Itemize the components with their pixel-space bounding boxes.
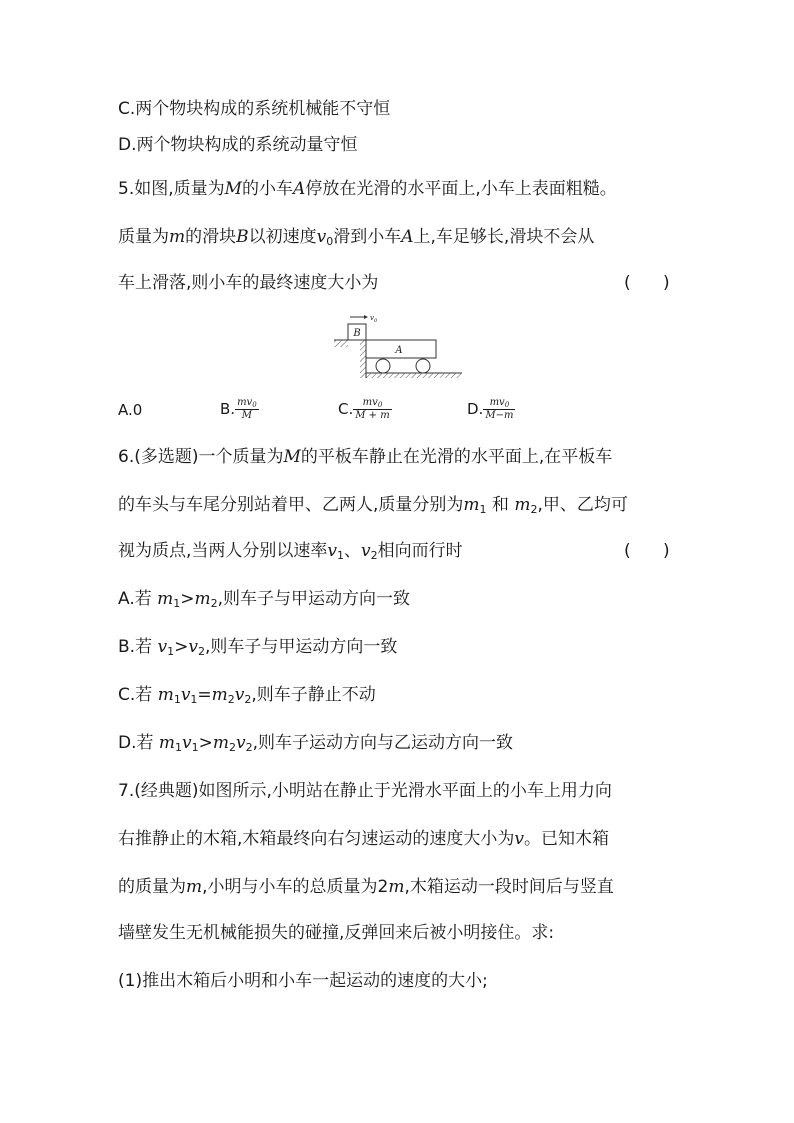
q6-option-c[interactable]: C.若 $m_1v_1=m_2v_2$,则车子静止不动 [118, 685, 376, 706]
block-b-label: B [353, 328, 361, 339]
left-platform-hatch [334, 340, 348, 347]
q5-answer-bracket: ( ) [624, 273, 670, 293]
q7-text-line4: 墙壁发生无机械能损失的碰撞,反弹回来后被小明接住。求: [118, 923, 555, 943]
q5-cart-block-diagram [330, 312, 464, 380]
q7-subquestion-1: (1)推出木箱后小明和小车一起运动的速度的大小; [118, 971, 488, 991]
option-d-prev: D.两个物块构成的系统动量守恒 [118, 135, 358, 155]
q5-option-b[interactable]: B. $\frac{mv_0}{M}$ [220, 397, 257, 421]
q5-text-line2: 质量为m的滑块B以初速度$v_0$滑到小车A上,车足够长,滑块不会从 [118, 227, 595, 248]
q7-text-line3: 的质量为m,小明与小车的总质量为2m,木箱运动一段时间后与竖直 [118, 877, 614, 897]
q6-option-d[interactable]: D.若 $m_1v_1>m_2v_2$,则车子运动方向与乙运动方向一致 [118, 733, 514, 754]
velocity-label: $v_0$ [370, 314, 378, 324]
q7-text-line1: 7.(经典题)如图所示,小明站在静止于光滑水平面上的小车上用力向 [118, 781, 612, 801]
q6-answer-bracket: ( ) [624, 541, 670, 561]
q6-text-line2: 的车头与车尾分别站着甲、乙两人,质量分别为$m_1$ 和 $m_2$,甲、乙均可 [118, 495, 628, 516]
q6-option-a[interactable]: A.若 $m_1>m_2$,则车子与甲运动方向一致 [118, 589, 411, 610]
cart-wheel-left [376, 359, 390, 373]
q5-option-c[interactable]: C. $\frac{mv_0}{M + m}$ [338, 397, 390, 421]
left-platform-wall-hatch [360, 340, 366, 378]
q6-text-line3: 视为质点,当两人分别以速率$v_1$、$v_2$相向而行时 [118, 541, 463, 562]
q6-text-line1: 6.(多选题)一个质量为M的平板车静止在光滑的水平面上,在平板车 [118, 447, 613, 467]
q7-text-line2: 右推静止的木箱,木箱最终向右匀速运动的速度大小为v。已知木箱 [118, 829, 610, 849]
q5-option-d[interactable]: D. $\frac{mv_0}{M-m}$ [467, 397, 514, 421]
q5-option-a[interactable]: A.0 [118, 401, 143, 419]
q6-option-b[interactable]: B.若 $v_1>v_2$,则车子与甲运动方向一致 [118, 637, 398, 658]
cart-wheel-right [416, 359, 430, 373]
cart-a-label: A [395, 345, 403, 356]
option-c-prev: C.两个物块构成的系统机械能不守恒 [118, 99, 391, 119]
q5-text-line3: 车上滑落,则小车的最终速度大小为 [118, 273, 379, 293]
ground-hatch [366, 373, 462, 378]
q5-text-line1: 5.如图,质量为M的小车A停放在光滑的水平面上,小车上表面粗糙。 [118, 179, 617, 199]
velocity-arrow-head [364, 315, 368, 319]
